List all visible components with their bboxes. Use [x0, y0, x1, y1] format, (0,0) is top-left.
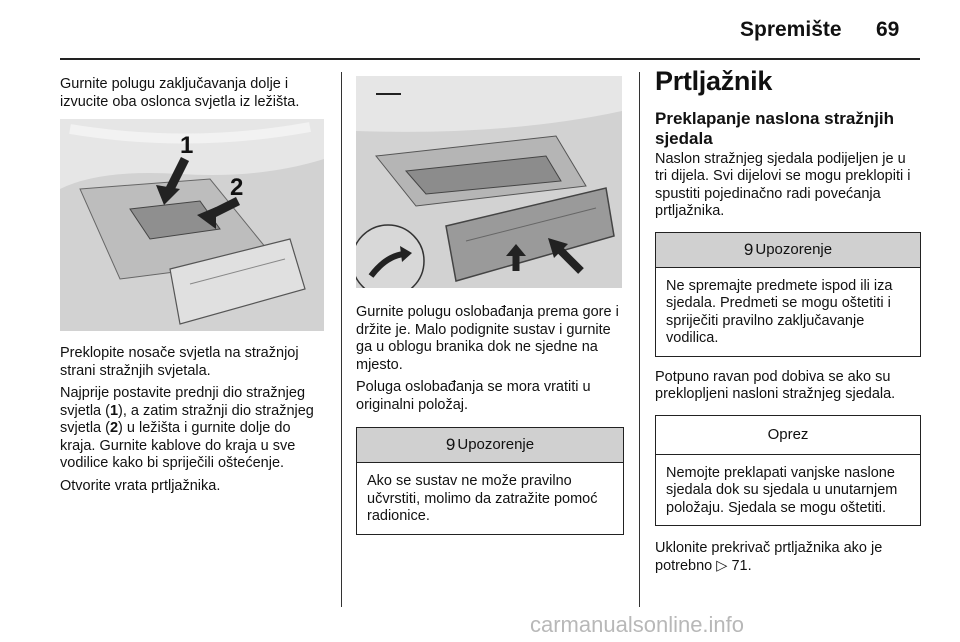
caution-box: [655, 415, 921, 527]
warning-header: [656, 233, 920, 268]
page-number: 69: [876, 18, 900, 41]
intro-paragraph: Gurnite polugu zaključavanja dolje i izvucite oba oslonca svjetla iz ležišta.: [60, 76, 300, 110]
warning-body: Ako se sustav ne može pravilno učvrstiti, molimo da zatražite pomoć radionice.: [367, 473, 598, 524]
caution-title: Oprez: [767, 425, 809, 443]
paragraph-remove-cover: [655, 540, 921, 575]
column-divider-1: [341, 72, 342, 607]
warning-title: Upozorenje: [755, 240, 833, 258]
figure-label-2: 2: [230, 174, 244, 201]
watermark: carmanualsonline.info: [530, 612, 745, 637]
text-run: ) u ležišta i gurnite dolje do kraja. Gurnite kablove do kraja u sve vodilice kako bi spriječili oštećenje.: [60, 420, 296, 471]
warning-header: [357, 428, 623, 463]
paragraph-release-lever: Gurnite polugu oslobađanja prema gore i držite je. Malo podignite sustav i gurnite ga u oblogu branika dok ne sjedne na mjesto.: [356, 304, 619, 373]
column-1: [60, 76, 330, 500]
warning-box-system: [356, 427, 624, 535]
text-run: Uklonite prekrivač prtljažnika ako je potrebno: [655, 540, 883, 574]
page-ref-arrow-icon: ▷: [716, 557, 728, 574]
warning-title: Upozorenje: [457, 436, 535, 454]
paragraph-position-lights: [60, 385, 330, 473]
header-rule: [60, 58, 920, 60]
paragraph-lever-return: Poluga oslobađanja se mora vratiti u originalni položaj.: [356, 379, 591, 413]
figure-bumper-mount: [356, 76, 622, 288]
warning-body: Ne spremajte predmete ispod ili iza sjedala. Predmeti se mogu oštetiti i spriječiti pravilno zaključavanje vodilica.: [666, 277, 893, 346]
paragraph-seat-split: Naslon stražnjeg sjedala podijeljen je u tri dijela. Svi dijelovi se mogu preklopiti i spustiti pojedinačno radi povećanja prtljažnika.: [655, 150, 911, 219]
caution-body: Nemojte preklapati vanjske naslone sjedala dok su sjedala u unutarnjem položaju. Sjedala se mogu oštetiti.: [666, 464, 898, 516]
warning-triangle-icon: 9: [445, 435, 456, 455]
paragraph-open-tailgate: Otvorite vrata prtljažnika.: [60, 477, 221, 494]
warning-box-seats: [655, 232, 921, 357]
figure-label-1: 1: [180, 132, 194, 159]
paragraph-fold-supports: Preklopite nosače svjetla na stražnjoj strani stražnjih svjetala.: [60, 345, 299, 379]
figure-tail-light-supports: [60, 119, 324, 331]
paragraph-flat-floor: Potpuno ravan pod dobiva se ako su preklopljeni nasloni stražnjeg sjedala.: [655, 368, 896, 402]
page-header-title: Spremište: [740, 18, 842, 41]
text-run: Najprije postavite prednji dio stražnjeg svjetla (: [60, 385, 306, 419]
ref-1: 1: [109, 402, 119, 419]
text-run: ), a zatim stražnji dio stražnjeg svjetla (: [60, 402, 314, 436]
ref-2: 2: [109, 420, 119, 436]
section-title: Prtljažnik: [655, 66, 773, 96]
column-2: [356, 76, 624, 535]
column-3: [655, 66, 921, 580]
caution-header: [656, 416, 920, 455]
page-ref-link[interactable]: 71.: [731, 557, 752, 574]
subsection-title: Preklapanje naslona stražnjih sjedala: [655, 108, 895, 148]
column-divider-2: [639, 72, 640, 607]
warning-triangle-icon: 9: [743, 239, 754, 259]
